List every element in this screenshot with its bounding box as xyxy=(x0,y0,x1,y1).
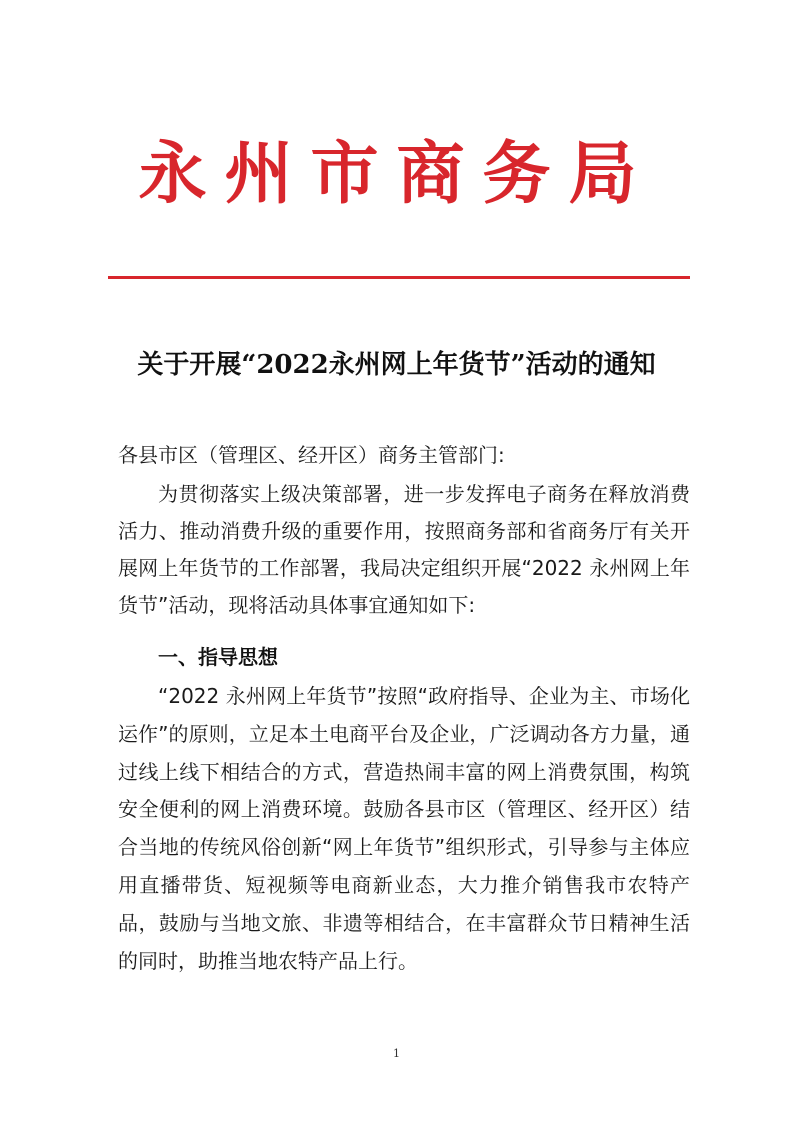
addressee-line: 各县市区（管理区、经开区）商务主管部门: xyxy=(118,443,505,467)
intro-paragraph: 为贯彻落实上级决策部署，进一步发挥电子商务在释放消费活力、推动消费升级的重要作用，按照商务部和省商务厅有关开展网上年货节的工作部署，我局决定组织开展“2022 永州网上年货节”活动，现将活动具体事宜通知如下: xyxy=(118,482,690,617)
issuer-header: 永州市商务局 xyxy=(138,134,655,214)
section-heading: 一、指导思想 xyxy=(158,645,278,669)
red-divider-rule xyxy=(108,276,690,279)
section-paragraph: “2022 永州网上年货节”按照“政府指导、企业为主、市场化运作”的原则，立足本土电商平台及企业，广泛调动各方力量，通过线上线下相结合的方式，营造热闹丰富的网上消费氛围，构筑安全便利的网上消费环境。鼓励各县市区（管理区、经开区）结合当地的传统风俗创新“网上年货节”组织形式，引导参与主体应用直播带货、短视频等电商新业态，大力推介销售我市农特产品，鼓励与当地文旅、非遗等相结合，在丰富群众节日精神生活的同时，助推当地农特产品上行。 xyxy=(118,684,690,973)
page-number: 1 xyxy=(393,1047,400,1060)
document-title: 关于开展“2022永州网上年货节”活动的通知 xyxy=(137,350,656,380)
